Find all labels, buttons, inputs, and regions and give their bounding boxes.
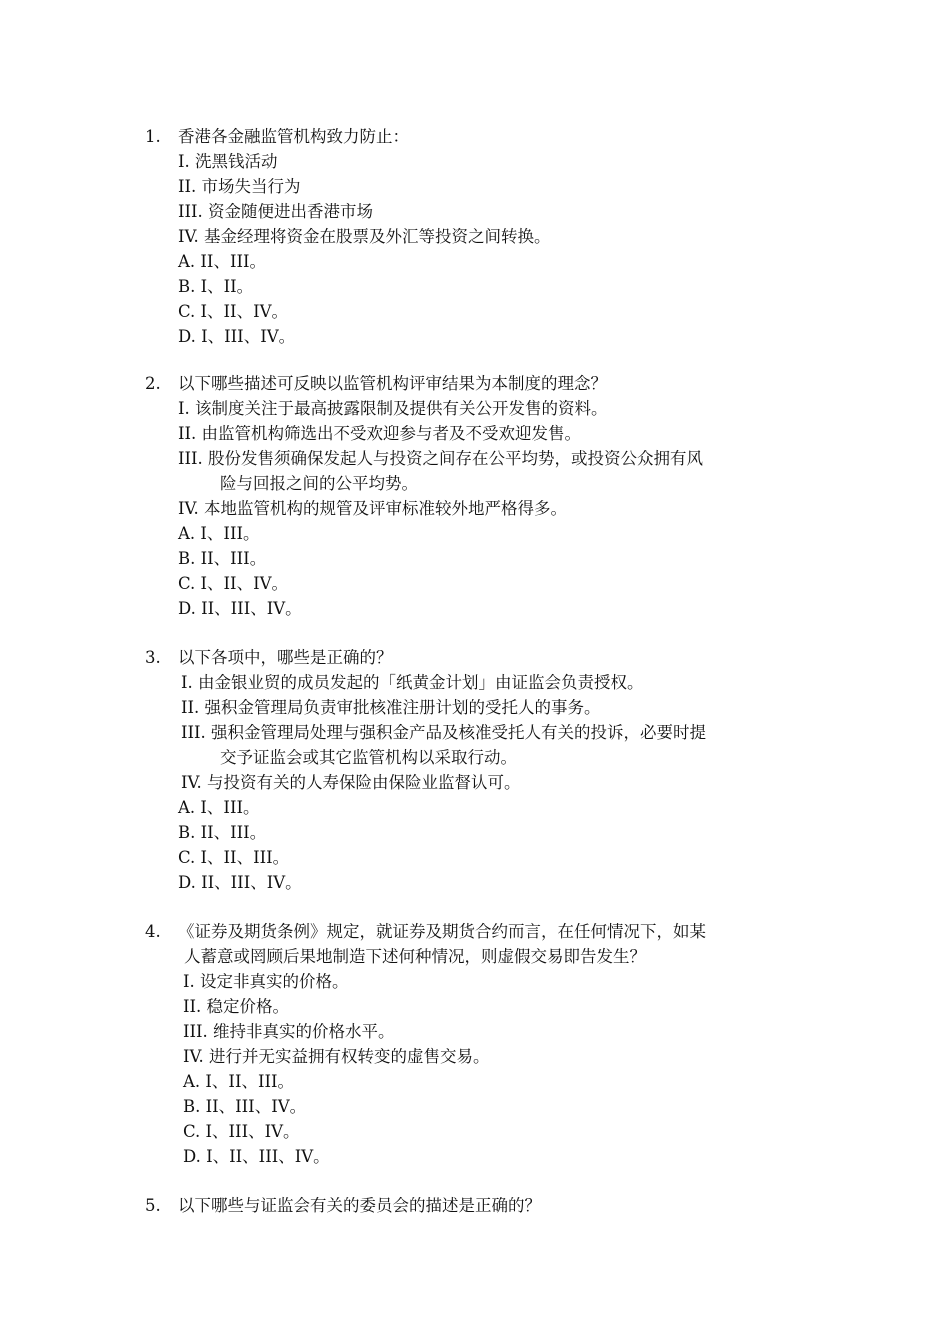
question-number: 4. [145, 922, 161, 941]
statement-line: III. 资金随便进出香港市场 [178, 202, 374, 221]
answer-option: C. I、III、IV。 [183, 1122, 300, 1141]
statement-line: IV. 进行并无实益拥有权转变的虚售交易。 [183, 1047, 490, 1066]
answer-option: B. II、III、IV。 [183, 1097, 307, 1116]
statement-line: I. 该制度关注于最高披露限制及提供有关公开发售的资料。 [178, 399, 608, 418]
question-stem: 以下哪些描述可反映以监管机构评审结果为本制度的理念？ [178, 374, 607, 393]
statement-line: III. 强积金管理局处理与强积金产品及核准受托人有关的投诉，必要时提 [181, 723, 707, 742]
answer-option: C. I、II、IV。 [178, 302, 289, 321]
statement-line: I. 设定非真实的价格。 [183, 972, 349, 991]
statement-line: I. 由金银业贸的成员发起的「纸黄金计划」由证监会负责授权。 [181, 673, 644, 692]
answer-option: A. I、III。 [178, 524, 260, 543]
statement-line: III. 股份发售须确保发起人与投资之间存在公平均势，或投资公众拥有风 [178, 449, 704, 468]
answer-option: C. I、II、III。 [178, 848, 290, 867]
statement-line: II. 市场失当行为 [178, 177, 301, 196]
answer-option: D. I、II、III、IV。 [183, 1147, 330, 1166]
answer-option: A. I、III。 [178, 798, 260, 817]
answer-option: D. II、III、IV。 [178, 599, 302, 618]
statement-line: II. 由监管机构筛选出不受欢迎参与者及不受欢迎发售。 [178, 424, 582, 443]
statement-line: IV. 本地监管机构的规管及评审标准较外地严格得多。 [178, 499, 568, 518]
statement-line: II. 强积金管理局负责审批核准注册计划的受托人的事务。 [181, 698, 601, 717]
question-stem: 《证券及期货条例》规定，就证券及期货合约而言，在任何情况下，如某 [178, 922, 706, 941]
question-stem: 香港各金融监管机构致力防止： [178, 127, 409, 146]
answer-option: B. II、III。 [178, 823, 267, 842]
statement-line: 交予证监会或其它监管机构以采取行动。 [220, 748, 517, 767]
question-number: 5. [145, 1196, 161, 1215]
question-stem: 人蓄意或罔顾后果地制造下述何种情况，则虚假交易即告发生？ [184, 947, 646, 966]
answer-option: A. I、II、III。 [183, 1072, 295, 1091]
statement-line: III. 维持非真实的价格水平。 [183, 1022, 395, 1041]
answer-option: A. II、III。 [178, 252, 266, 271]
answer-option: D. I、III、IV。 [178, 327, 296, 346]
statement-line: I. 洗黑钱活动 [178, 152, 278, 171]
statement-line: II. 稳定价格。 [183, 997, 290, 1016]
statement-line: IV. 基金经理将资金在股票及外汇等投资之间转换。 [178, 227, 551, 246]
question-number: 2. [145, 374, 161, 393]
statement-line: IV. 与投资有关的人寿保险由保险业监督认可。 [181, 773, 521, 792]
question-stem: 以下各项中，哪些是正确的？ [178, 648, 393, 667]
answer-option: B. I、II。 [178, 277, 254, 296]
answer-option: D. II、III、IV。 [178, 873, 302, 892]
answer-option: B. II、III。 [178, 549, 267, 568]
question-number: 1. [145, 127, 161, 146]
question-number: 3. [145, 648, 161, 667]
statement-line: 险与回报之间的公平均势。 [220, 474, 418, 493]
answer-option: C. I、II、IV。 [178, 574, 289, 593]
question-stem: 以下哪些与证监会有关的委员会的描述是正确的？ [178, 1196, 541, 1215]
